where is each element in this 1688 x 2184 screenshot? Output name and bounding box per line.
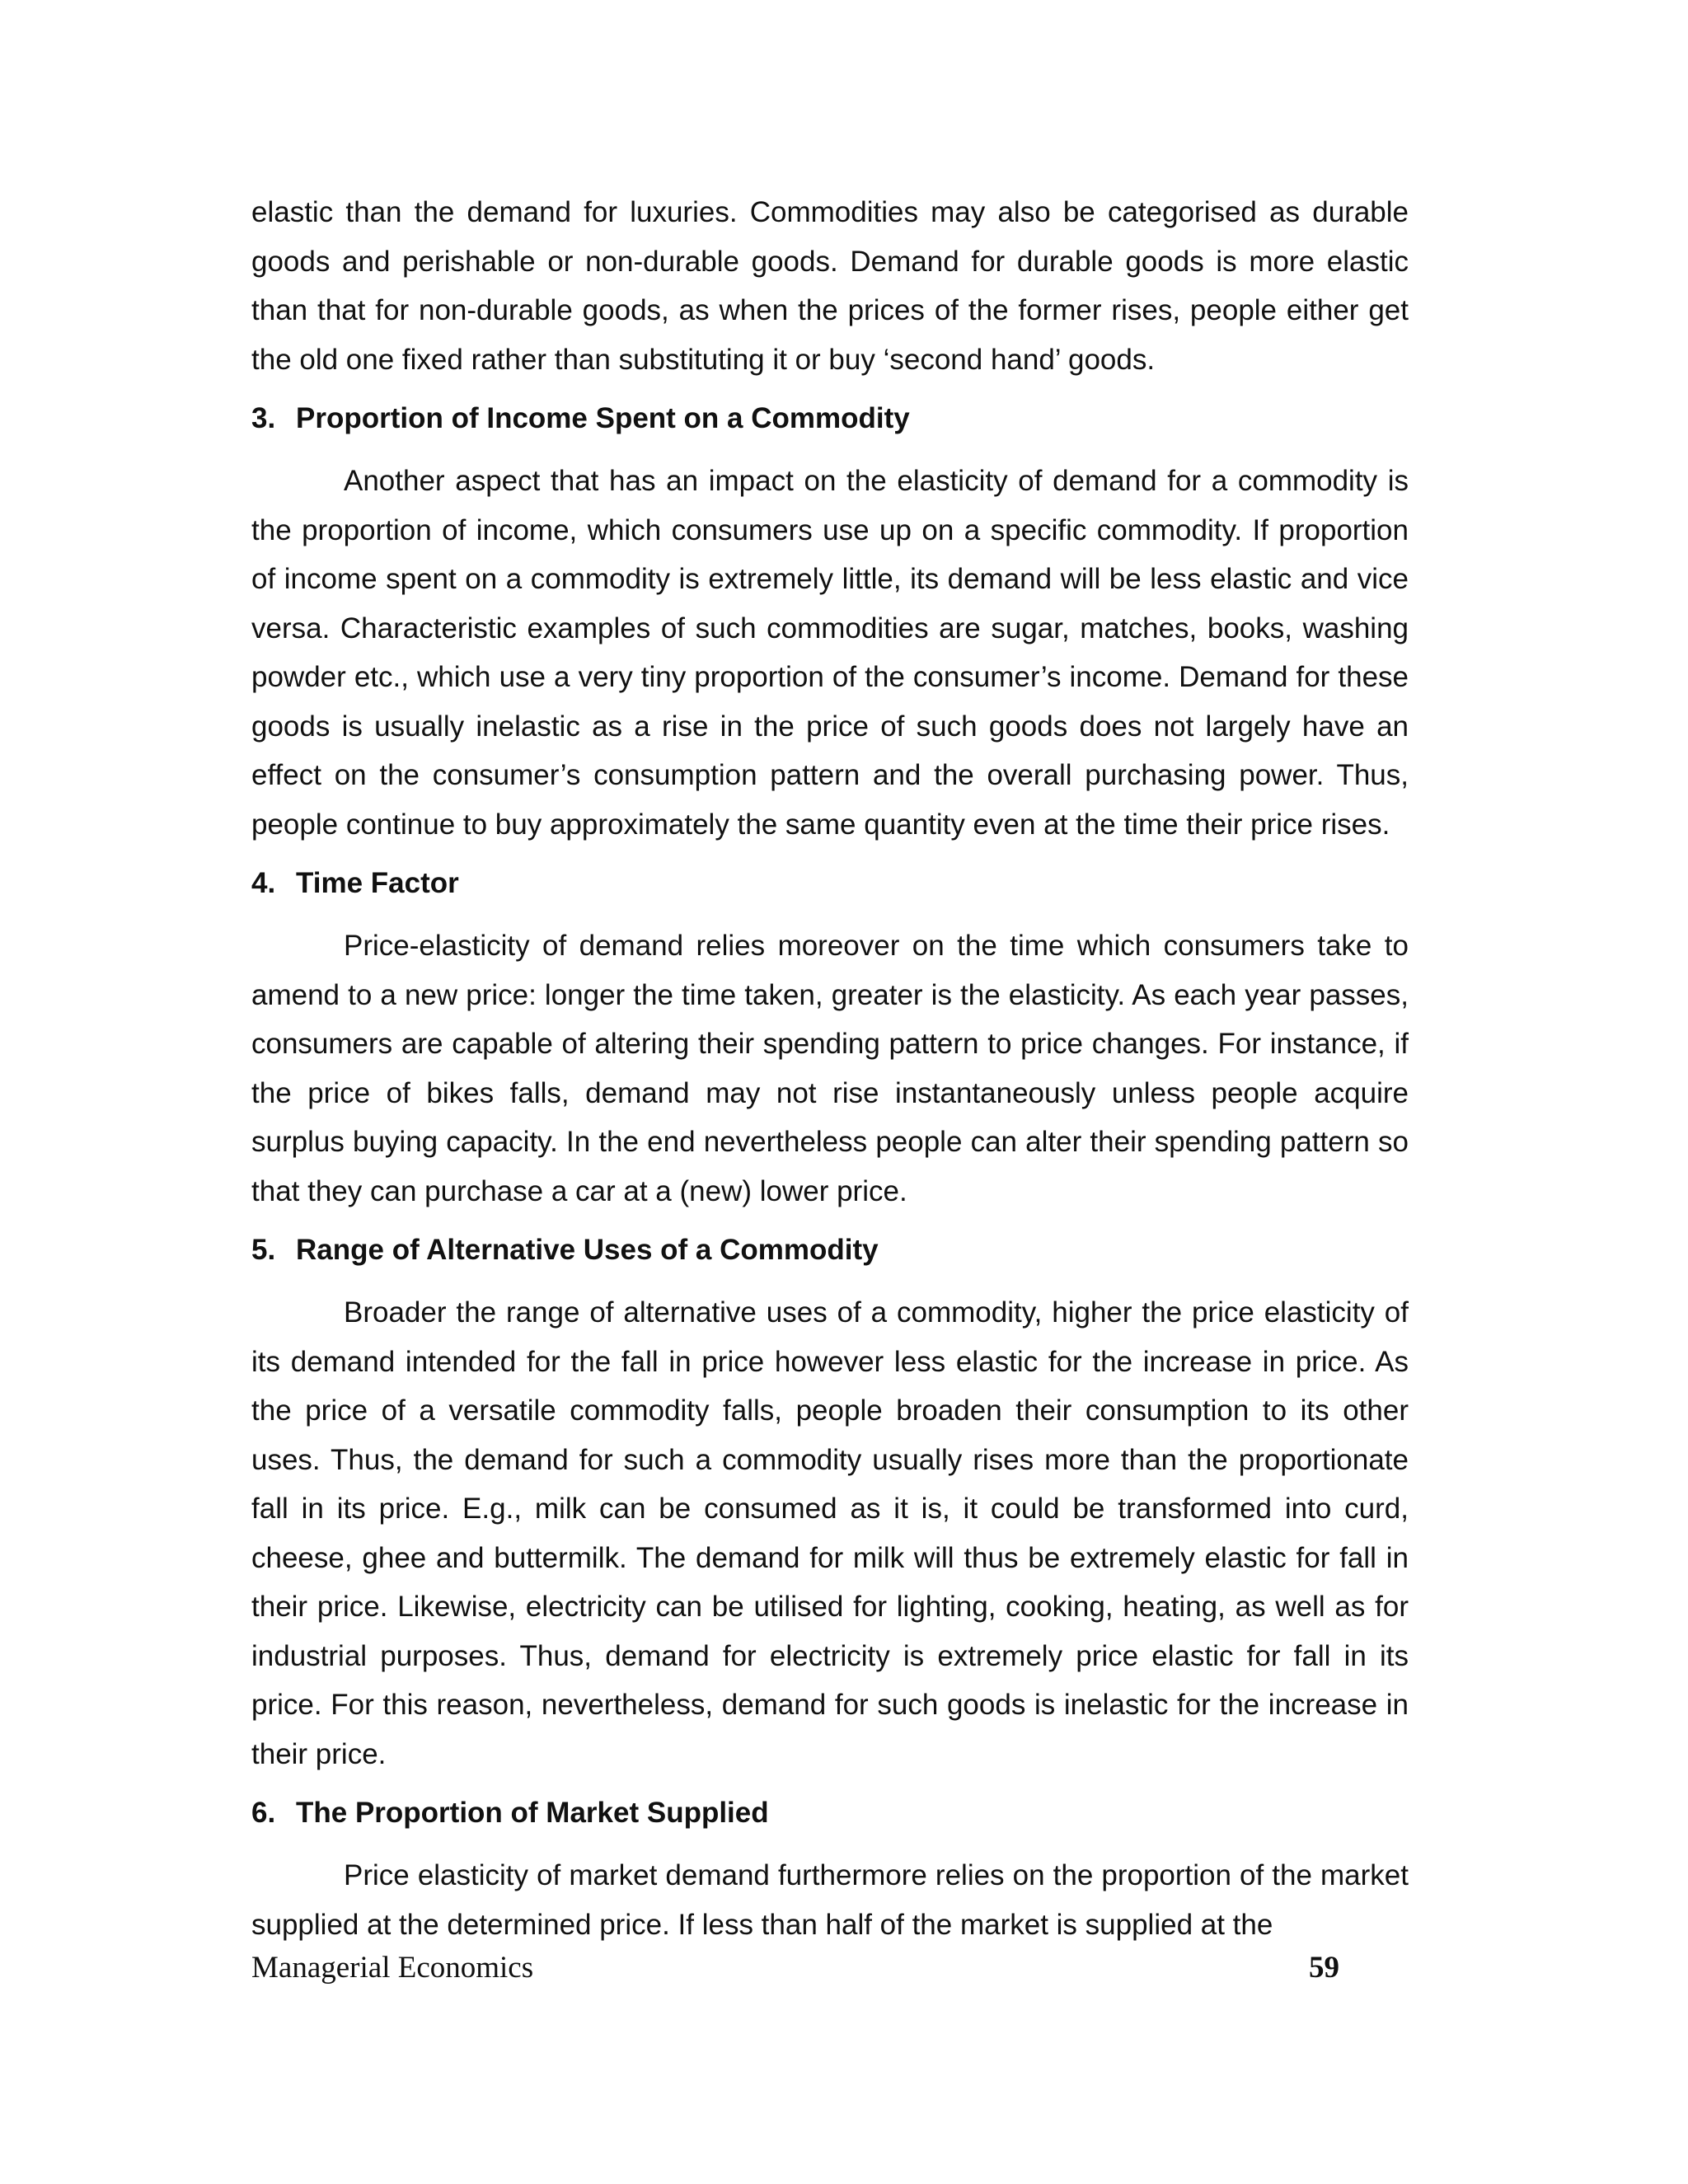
- section-6-paragraph: Price elasticity of market demand furthermore relies on the proportion of the market supplied at the determined price. If less than half of the market is supplied at the: [251, 1859, 1409, 1941]
- section-heading-4: [251, 867, 1409, 900]
- section-3-paragraph: Another aspect that has an impact on the elasticity of demand for a commodity is the proportion of income, which consumers use up on a specific commodity. If proportion of income spent on a commodity is extremely little, its demand will be less elastic and vice versa. Characteristic examples of such commodities are sugar, matches, books, washing powder etc., which use a very tiny proportion of the consumer’s income. Demand for these goods is usually inelastic as a rise in the price of such goods does not largely have an effect on the consumer’s consumption pattern and the overall purchasing power. Thus, people continue to buy approximately the same quantity even at the time their price rises.: [251, 465, 1409, 841]
- section-heading-5: [251, 1234, 1409, 1267]
- section-heading-6: [251, 1797, 1409, 1830]
- intro-paragraph: elastic than the demand for luxuries. Commodities may also be categorised as durable goods and perishable or non-durable goods. Demand for durable goods is more elastic than that for non-durable goods, as when the prices of the former rises, people either get the old one fixed rather than substituting it or buy ‘second hand’ goods.: [251, 196, 1409, 376]
- page-footer: [251, 1950, 1339, 1985]
- section-title: Range of Alternative Uses of a Commodity: [296, 1234, 879, 1266]
- section-heading-3: [251, 402, 1409, 435]
- section-4-paragraph: Price-elasticity of demand relies moreover on the time which consumers take to amend to a new price: longer the time taken, greater is the elasticity. As each year passes, consumers are capable of altering their spending pattern to price changes. For instance, if the price of bikes falls, demand may not rise instantaneously unless people acquire surplus buying capacity. In the end nevertheless people can alter their spending pattern so that they can purchase a car at a (new) lower price.: [251, 930, 1409, 1207]
- section-title: Time Factor: [296, 867, 459, 899]
- section-number: 4.: [251, 867, 276, 899]
- section-title: Proportion of Income Spent on a Commodity: [296, 402, 910, 434]
- section-5-paragraph: Broader the range of alternative uses of a commodity, higher the price elasticity of its demand intended for the fall in price however less elastic for the increase in price. As the price of a versatile commodity falls, people broaden their consumption to its other uses. Thus, the demand for such a commodity usually rises more than the proportionate fall in its price. E.g., milk can be consumed as it is, it could be transformed into curd, cheese, ghee and buttermilk. The demand for milk will thus be extremely elastic for fall in their price. Likewise, electricity can be utilised for lighting, cooking, heating, as well as for industrial purposes. Thus, demand for electricity is extremely price elastic for fall in its price. For this reason, nevertheless, demand for such goods is inelastic for the increase in their price.: [251, 1296, 1409, 1770]
- page-number: 59: [1309, 1951, 1339, 1985]
- section-title: The Proportion of Market Supplied: [296, 1797, 769, 1829]
- section-number: 5.: [251, 1234, 276, 1266]
- page-body: [251, 188, 1409, 1949]
- section-number: 3.: [251, 402, 276, 434]
- section-number: 6.: [251, 1797, 276, 1829]
- footer-book-title: Managerial Economics: [251, 1951, 534, 1985]
